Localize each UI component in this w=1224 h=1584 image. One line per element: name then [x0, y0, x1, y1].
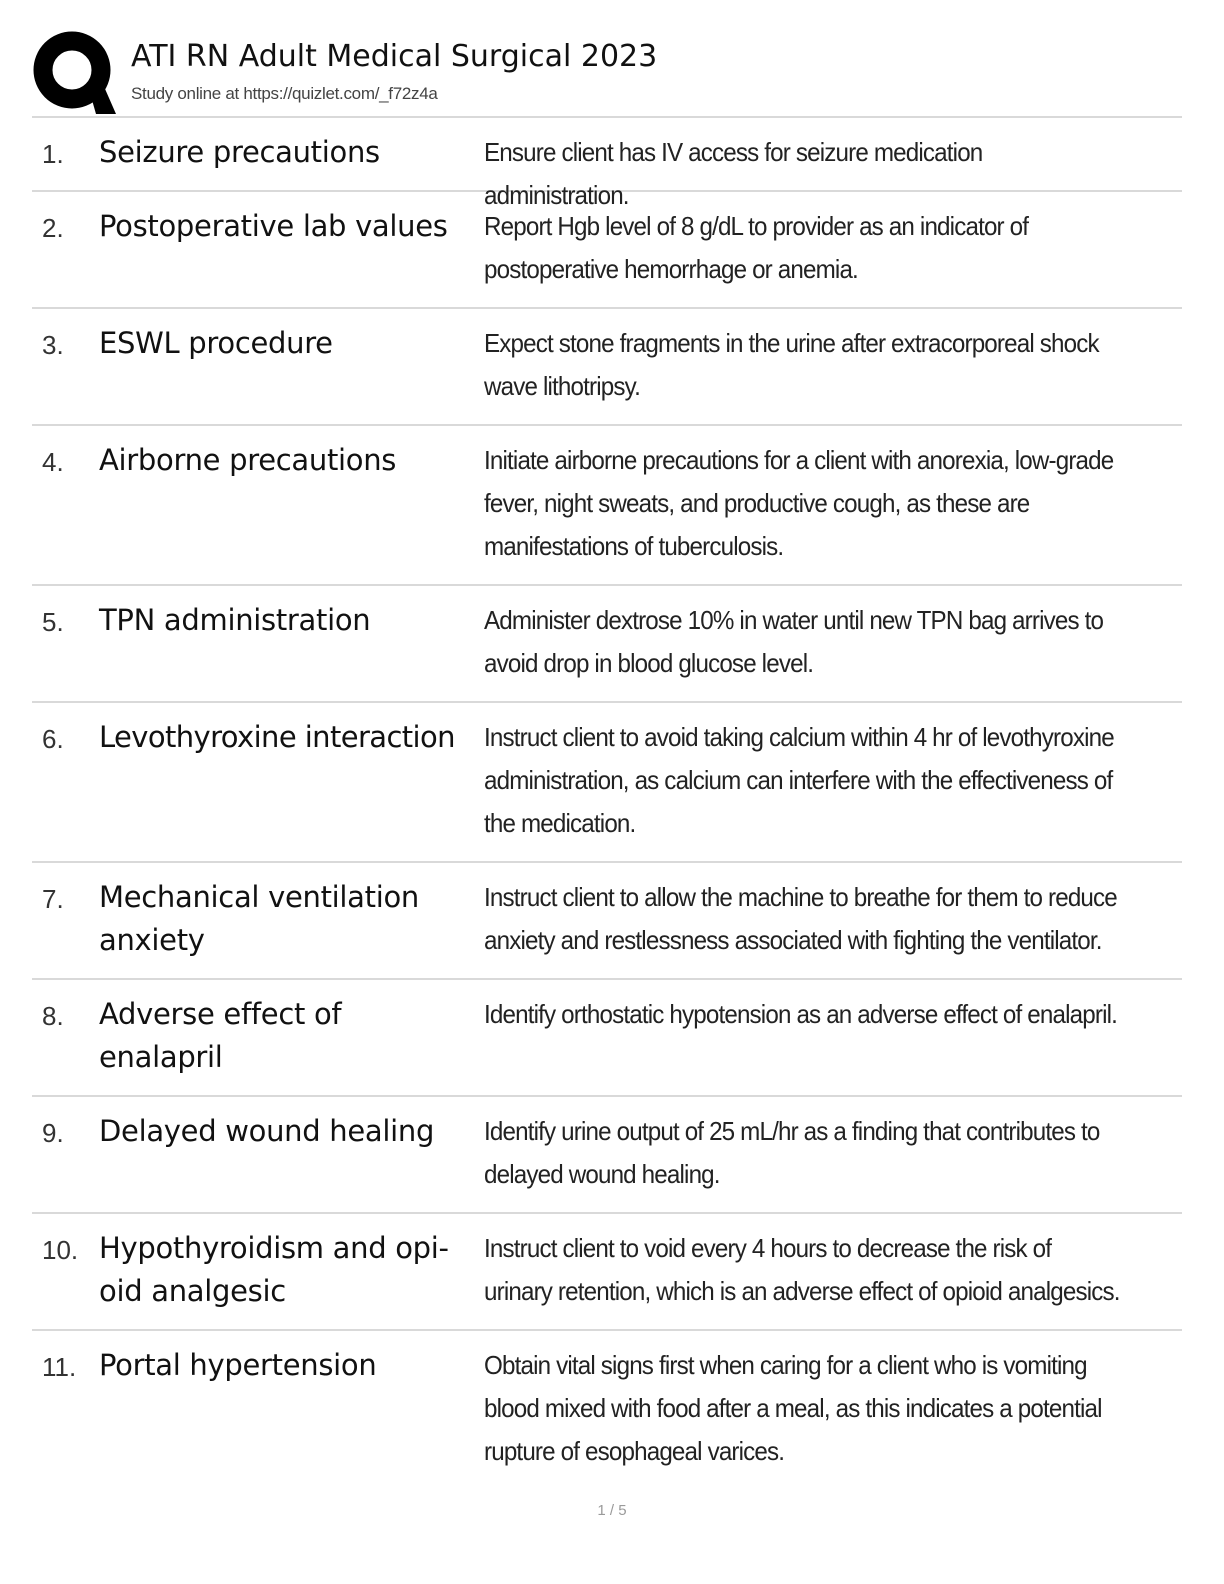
card-number: 1. [42, 139, 64, 169]
flashcard-list [32, 116, 1182, 1489]
card-number: 5. [42, 607, 64, 637]
card-term: Adverse effect of enalapril [99, 997, 342, 1074]
flashcard-row [32, 309, 1182, 426]
card-number: 8. [42, 1001, 64, 1031]
card-number: 11. [42, 1352, 77, 1382]
card-definition: Instruct client to void every 4 hours to decrease the risk of urinary retention, which is an adverse effect of opioid analgesics. [484, 1233, 1120, 1306]
card-number: 9. [42, 1118, 64, 1148]
flashcard-row [32, 426, 1182, 586]
card-term: ESWL procedure [99, 326, 333, 360]
card-term: TPN administration [99, 603, 371, 637]
flashcard-row [32, 863, 1182, 980]
card-term: Seizure precautions [99, 135, 380, 169]
document-title: ATI RN Adult Medical Surgical 2023 [131, 39, 658, 74]
flashcard-row [32, 586, 1182, 703]
card-definition: Identify urine output of 25 mL/hr as a finding that contributes to delayed wound healing. [484, 1116, 1100, 1189]
flashcard-row [32, 1331, 1182, 1489]
flashcard-row [32, 703, 1182, 863]
card-definition: Instruct client to avoid taking calcium within 4 hr of levothyroxine administration, as calcium can interfere with the effectiveness of the medication. [484, 722, 1114, 838]
card-definition: Identify orthostatic hypotension as an adverse effect of enalapril. [484, 999, 1118, 1029]
card-number: 10. [42, 1235, 79, 1265]
quizlet-logo-icon [32, 30, 116, 114]
card-number: 2. [42, 213, 64, 243]
card-definition: Obtain vital signs first when caring for a client who is vomiting blood mixed with food after a meal, as this indicates a potential rupture of esophageal varices. [484, 1350, 1102, 1466]
flashcard-row [32, 1097, 1182, 1214]
flashcard-row [32, 192, 1182, 309]
study-online-link-text: Study online at https://quizlet.com/_f72z4a [131, 84, 438, 103]
card-definition: Ensure client has IV access for seizure medication administration. [484, 137, 983, 210]
card-number: 3. [42, 330, 64, 360]
card-definition: Administer dextrose 10% in water until new TPN bag arrives to avoid drop in blood glucose level. [484, 605, 1104, 678]
card-term: Hypothyroidism and opi-oid analgesic [99, 1231, 449, 1308]
card-term: Airborne precautions [99, 443, 397, 477]
card-term: Postoperative lab values [99, 209, 448, 243]
card-term: Mechanical ventilation anxiety [99, 880, 419, 957]
card-term: Portal hypertension [99, 1348, 377, 1382]
flashcard-row [32, 1214, 1182, 1331]
card-definition: Initiate airborne precautions for a client with anorexia, low-grade fever, night sweats, and productive cough, as these are manifestations of tuberculosis. [484, 445, 1114, 561]
card-term: Levothyroxine interaction [99, 720, 455, 754]
card-definition: Instruct client to allow the machine to breathe for them to reduce anxiety and restlessness associated with fighting the ventilator. [484, 882, 1117, 955]
page-number: 1 / 5 [597, 1502, 627, 1519]
card-number: 4. [42, 447, 64, 477]
card-number: 6. [42, 724, 64, 754]
card-term: Delayed wound healing [99, 1114, 435, 1148]
flashcard-row [32, 980, 1182, 1097]
flashcard-row [32, 118, 1182, 210]
document-header [32, 30, 1182, 116]
card-number: 7. [42, 884, 64, 914]
card-definition: Report Hgb level of 8 g/dL to provider as an indicator of postoperative hemorrhage or anemia. [484, 211, 1029, 284]
card-definition: Expect stone fragments in the urine after extracorporeal shock wave lithotripsy. [484, 328, 1099, 401]
